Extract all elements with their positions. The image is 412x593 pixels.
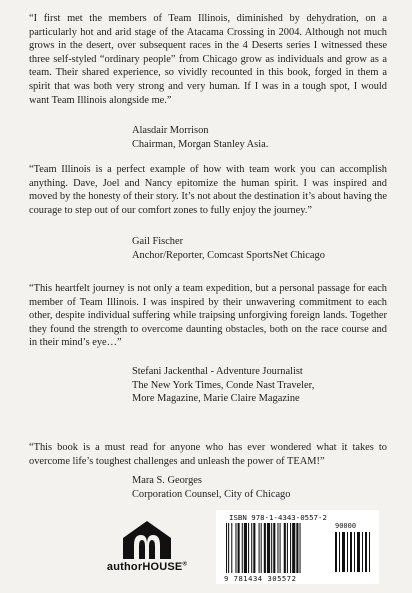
attribution-name: Gail Fischer bbox=[132, 236, 184, 247]
testimonial-quote-4: “This book is a must read for anyone who has ever wondered what it takes to overcome life’s toughest challenges and unleash the power of TEAM!” bbox=[29, 442, 387, 467]
addon-barcode-bars bbox=[334, 532, 372, 572]
testimonial-attribution-3 bbox=[132, 365, 392, 406]
attribution-title: Anchor/Reporter, Comcast SportsNet Chicago bbox=[132, 249, 325, 261]
testimonial-attribution-2 bbox=[132, 235, 392, 262]
isbn-number: ISBN 978-1-4343-0557-2 bbox=[229, 513, 327, 522]
testimonial-quote-2: “Team Illinois is a perfect example of how with team work you can accomplish anything. Dave, Joel and Nancy epitomize the human spirit. I was inspired and moved by the honesty of their story. It’s not about the destination it’s about having the courage to step out of our comfort zones to fully enjoy the journey.” bbox=[29, 164, 387, 216]
publisher-wordmark bbox=[97, 561, 197, 573]
price-code: 90000 bbox=[335, 522, 357, 530]
publisher-name: authorHOUSE bbox=[106, 561, 183, 573]
registered-mark: ® bbox=[182, 561, 188, 568]
ean-digits: 9 781434 305572 bbox=[224, 574, 297, 583]
isbn-barcode bbox=[216, 510, 379, 584]
ean-barcode-bars bbox=[226, 523, 330, 575]
attribution-name: Mara S. Georges bbox=[132, 475, 202, 486]
testimonial-attribution-4 bbox=[132, 474, 392, 501]
attribution-outlets: More Magazine, Marie Claire Magazine bbox=[132, 393, 300, 405]
testimonial-attribution-1 bbox=[132, 124, 392, 151]
attribution-name: Stefani Jackenthal - Adventure Journalist bbox=[132, 366, 303, 377]
attribution-title: Corporation Counsel, City of Chicago bbox=[132, 488, 291, 500]
attribution-name: Alasdair Morrison bbox=[132, 125, 209, 136]
testimonial-quote-3: “This heartfelt journey is not only a team expedition, but a personal passage for each member of Team Illinois. I was inspired by their unwavering commitment to each other, despite individual suffering while traipsing unforgiving foreign lands. Together they found the strength to overcome daunting obstacles, both on the race course and in their mind’s eye…” bbox=[29, 283, 387, 349]
attribution-title: Chairman, Morgan Stanley Asia. bbox=[132, 138, 269, 150]
attribution-outlets: The New York Times, Conde Nast Traveler, bbox=[132, 379, 315, 391]
publisher-logo bbox=[97, 518, 197, 578]
testimonial-quote-1: “I first met the members of Team Illinois, diminished by dehydration, on a particularly hot and arid stage of the Atacama Crossing in 2004. Although not much grows in the desert, over subsequent races in the 4 Deserts series I witnessed these three self-styled “ordinary people” from Chicago grow as individuals and grow as a team. Their shared experience, so vividly recounted in this book, forged in them a spirit that was both very strong and very human. If I was in a tough spot, I would want Team Illinois alongside me.” bbox=[29, 13, 387, 106]
house-arch-icon bbox=[119, 518, 175, 560]
